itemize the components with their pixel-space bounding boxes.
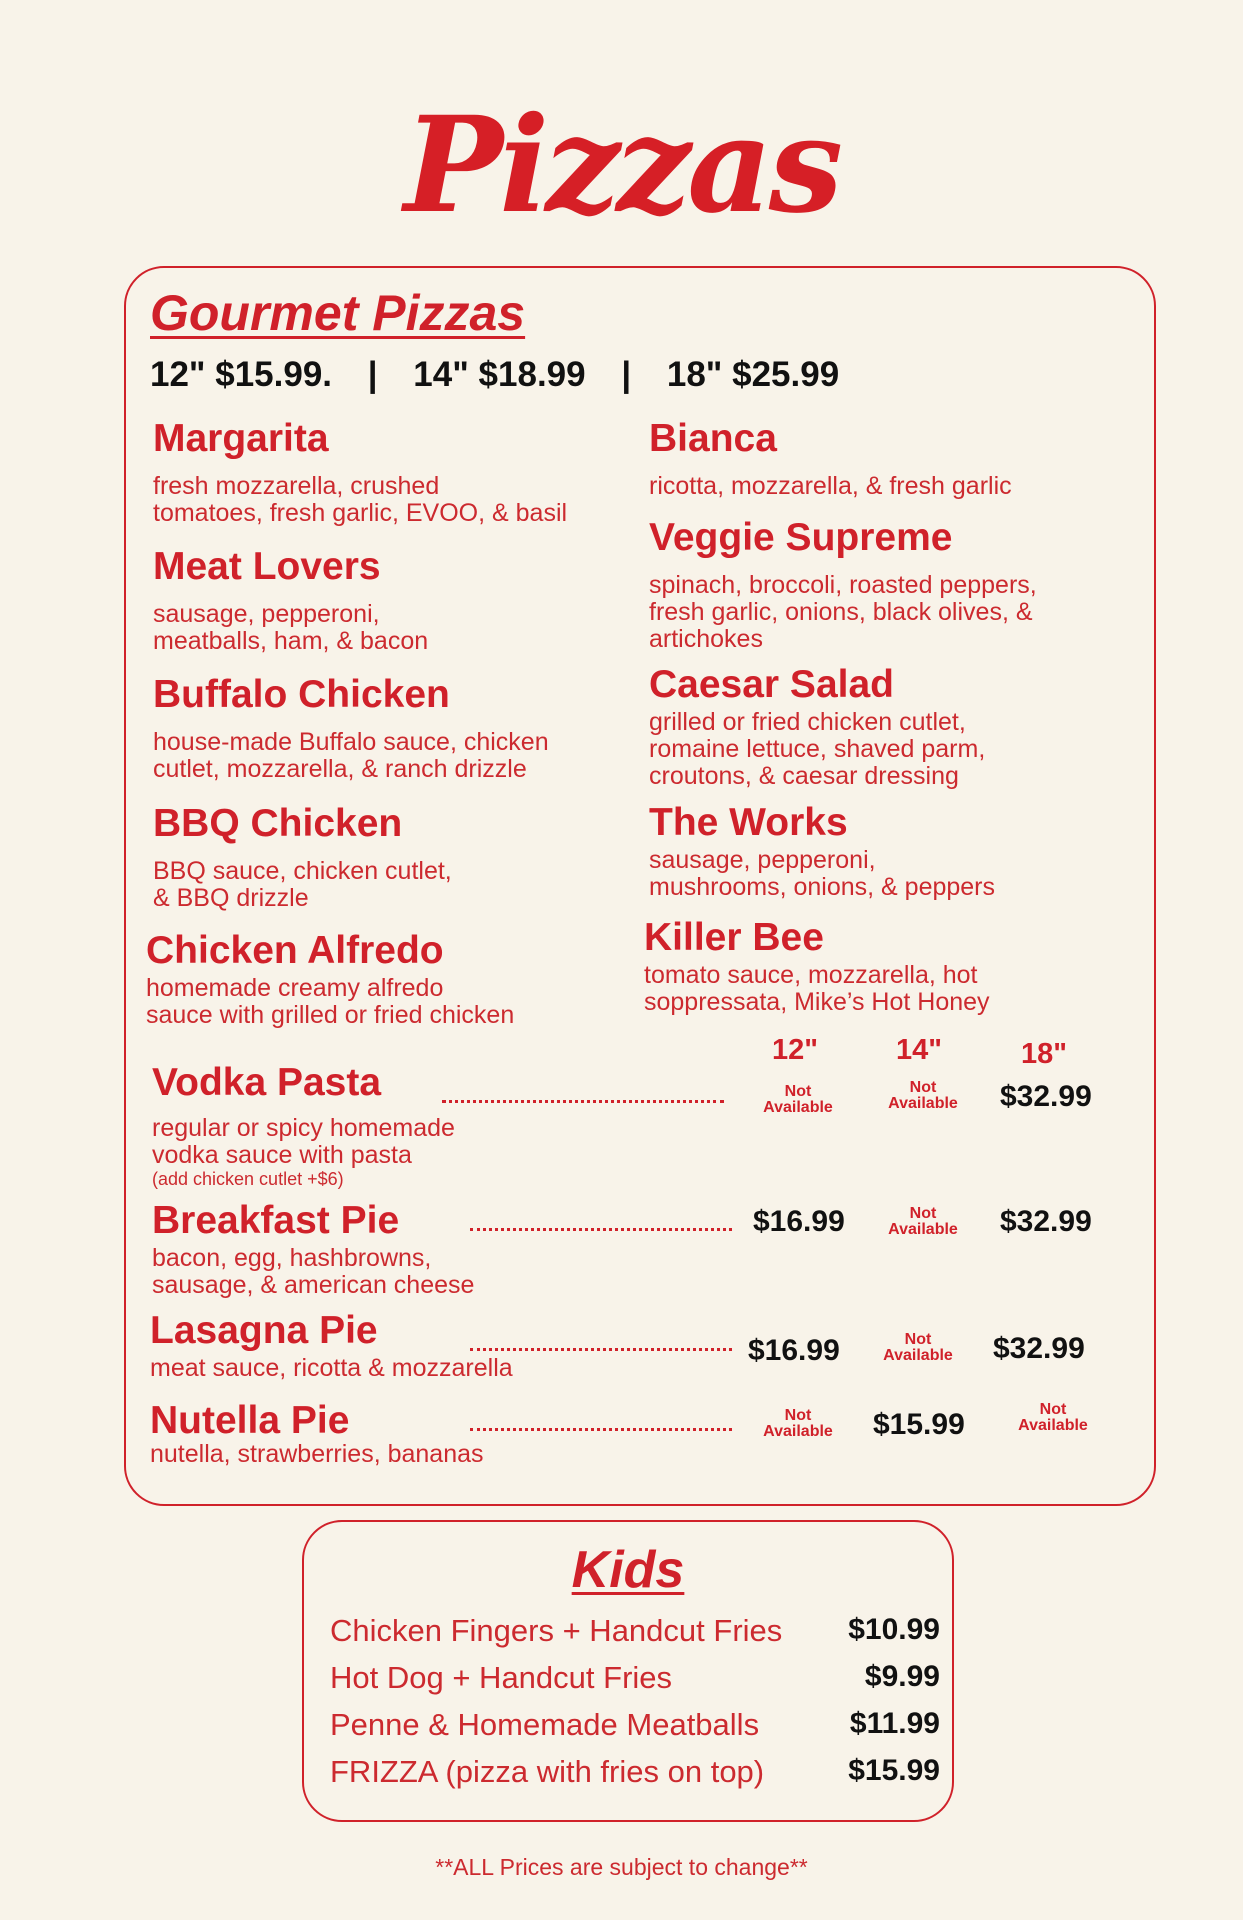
- pizza-desc-line: & BBQ drizzle: [153, 883, 309, 912]
- pizza-item-caesar-salad: [649, 664, 985, 790]
- specialty-desc-line: sausage, & american cheese: [152, 1270, 475, 1299]
- pizza-item-bbq-chicken: [153, 803, 452, 912]
- pizza-desc-line: meatballs, ham, & bacon: [153, 626, 429, 655]
- pizza-name: Chicken Alfredo: [146, 929, 444, 972]
- kids-item-name: FRIZZA (pizza with fries on top): [330, 1754, 765, 1789]
- pizza-desc: [153, 858, 452, 912]
- kids-item-name: Chicken Fingers + Handcut Fries: [330, 1613, 783, 1648]
- pizza-desc: [146, 975, 514, 1029]
- pizza-item-margarita: [153, 418, 567, 527]
- kids-item-price: $15.99: [848, 1754, 940, 1787]
- size-header-12: 12": [771, 1034, 818, 1066]
- kids-item-price: $10.99: [848, 1613, 940, 1646]
- pizza-desc-line: fresh mozzarella, crushed: [153, 471, 440, 500]
- price-not-available: [873, 1206, 973, 1238]
- kids-section-title: Kids: [571, 1541, 685, 1599]
- specialty-desc-line: nutella, strawberries, bananas: [150, 1439, 484, 1468]
- not-available-line: Available: [888, 1095, 958, 1112]
- pizza-name: Margarita: [153, 417, 329, 460]
- not-available-line: Available: [888, 1221, 958, 1238]
- not-available-line: Not: [909, 1079, 937, 1096]
- specialty-desc: [150, 1441, 484, 1468]
- pizza-desc-line: tomatoes, fresh garlic, EVOO, & basil: [153, 498, 568, 527]
- specialty-desc-line: vodka sauce with pasta: [152, 1140, 412, 1169]
- pizza-name: Veggie Supreme: [649, 516, 953, 559]
- size-separator: |: [367, 355, 378, 394]
- pizza-name: Caesar Salad: [649, 663, 894, 706]
- size-header-18: 18": [1020, 1038, 1067, 1070]
- pizza-desc: [153, 729, 549, 783]
- specialty-desc: [152, 1245, 474, 1299]
- pizza-desc-line: artichokes: [649, 624, 763, 653]
- size-14-price: 14" $18.99: [413, 355, 586, 394]
- specialty-item-nutella-pie: [150, 1400, 484, 1468]
- specialty-desc-line: meat sauce, ricotta & mozzarella: [150, 1353, 513, 1382]
- specialty-item-lasagna-pie: [150, 1310, 513, 1382]
- specialty-name: Vodka Pasta: [152, 1061, 382, 1104]
- pizza-desc: [649, 709, 985, 790]
- specialty-name: Breakfast Pie: [152, 1199, 400, 1242]
- pizza-item-bianca: [649, 418, 1012, 500]
- pizza-item-chicken-alfredo: [146, 930, 514, 1029]
- pizza-desc: [649, 847, 995, 901]
- specialty-desc: [150, 1355, 513, 1382]
- price-18: $32.99: [993, 1332, 1085, 1365]
- price-not-available: [868, 1332, 968, 1364]
- size-price-row: [150, 355, 865, 395]
- pizza-desc-line: ricotta, mozzarella, & fresh garlic: [649, 471, 1012, 500]
- not-available-line: Not: [784, 1083, 812, 1100]
- pizza-name: Buffalo Chicken: [153, 673, 450, 716]
- specialty-name: Nutella Pie: [150, 1399, 350, 1442]
- size-12-price: 12" $15.99.: [150, 355, 333, 394]
- size-header-14: 14": [895, 1034, 942, 1066]
- pizza-desc-line: homemade creamy alfredo: [146, 973, 444, 1002]
- pizza-name: Bianca: [649, 417, 777, 460]
- pizza-item-killer-bee: [644, 917, 990, 1016]
- pizza-desc-line: spinach, broccoli, roasted peppers,: [649, 570, 1037, 599]
- pizza-item-veggie-supreme: [649, 517, 1037, 653]
- pizza-name: BBQ Chicken: [153, 802, 403, 845]
- not-available-line: Available: [883, 1347, 953, 1364]
- not-available-line: Available: [763, 1099, 833, 1116]
- pizza-desc: [153, 473, 567, 527]
- specialty-desc-line: regular or spicy homemade: [152, 1113, 455, 1142]
- pizza-desc-line: fresh garlic, onions, black olives, &: [649, 597, 1033, 626]
- price-not-available: [873, 1080, 973, 1112]
- size-18-price: 18" $25.99: [666, 355, 840, 394]
- not-available-line: Not: [1039, 1401, 1067, 1418]
- size-separator: |: [621, 355, 632, 394]
- pizza-item-the-works: [649, 802, 995, 901]
- pizza-desc-line: sauce with grilled or fried chicken: [146, 1000, 515, 1029]
- pizza-desc-line: soppressata, Mike’s Hot Honey: [644, 987, 990, 1016]
- not-available-line: Available: [1018, 1417, 1088, 1434]
- pizza-desc-line: sausage, pepperoni,: [649, 845, 876, 874]
- pizza-desc-line: tomato sauce, mozzarella, hot: [644, 960, 978, 989]
- price-12: $16.99: [753, 1205, 845, 1238]
- kids-item-price: $11.99: [849, 1707, 940, 1740]
- pizza-desc-line: house-made Buffalo sauce, chicken: [153, 727, 549, 756]
- price-14: $15.99: [873, 1408, 965, 1441]
- pizza-item-buffalo-chicken: [153, 674, 549, 783]
- not-available-line: Not: [904, 1331, 932, 1348]
- pizza-name: The Works: [649, 801, 848, 844]
- specialty-note: (add chicken cutlet +$6): [152, 1168, 344, 1189]
- not-available-line: Not: [909, 1205, 937, 1222]
- dotted-leader: [470, 1228, 732, 1231]
- pizza-desc-line: cutlet, mozzarella, & ranch drizzle: [153, 754, 527, 783]
- price-not-available: [1003, 1402, 1103, 1434]
- price-disclaimer: **ALL Prices are subject to change**: [435, 1854, 808, 1880]
- price-12: $16.99: [748, 1334, 840, 1367]
- kids-item-price: $9.99: [864, 1660, 940, 1693]
- pizza-desc: [649, 473, 1012, 500]
- pizza-desc-line: sausage, pepperoni,: [153, 599, 380, 628]
- pizza-name: Meat Lovers: [153, 545, 381, 588]
- not-available-line: Not: [784, 1407, 812, 1424]
- page-title: Pizzas: [403, 88, 840, 243]
- dotted-leader: [442, 1100, 724, 1103]
- pizza-desc-line: romaine lettuce, shaved parm,: [649, 734, 986, 763]
- specialty-name: Lasagna Pie: [150, 1309, 378, 1352]
- pizza-desc-line: BBQ sauce, chicken cutlet,: [153, 856, 452, 885]
- dotted-leader: [470, 1428, 732, 1431]
- price-not-available: [748, 1408, 848, 1440]
- dotted-leader: [470, 1348, 732, 1351]
- specialty-item-vodka-pasta: [152, 1062, 455, 1189]
- pizza-desc: [649, 572, 1037, 653]
- price-not-available: [748, 1084, 848, 1116]
- pizza-desc-line: grilled or fried chicken cutlet,: [649, 707, 966, 736]
- price-18: $32.99: [1000, 1080, 1092, 1113]
- price-18: $32.99: [1000, 1205, 1092, 1238]
- pizza-desc: [153, 601, 428, 655]
- specialty-item-breakfast-pie: [152, 1200, 474, 1299]
- pizza-desc-line: croutons, & caesar dressing: [649, 761, 959, 790]
- specialty-desc-line: bacon, egg, hashbrowns,: [152, 1243, 432, 1272]
- kids-item-name: Hot Dog + Handcut Fries: [330, 1660, 673, 1695]
- pizza-desc-line: mushrooms, onions, & peppers: [649, 872, 996, 901]
- gourmet-section-title: Gourmet Pizzas: [150, 285, 526, 341]
- kids-item-name: Penne & Homemade Meatballs: [330, 1707, 760, 1742]
- pizza-item-meat-lovers: [153, 546, 428, 655]
- pizza-name: Killer Bee: [644, 916, 824, 959]
- not-available-line: Available: [763, 1423, 833, 1440]
- pizza-desc: [644, 962, 990, 1016]
- specialty-desc: [152, 1115, 455, 1189]
